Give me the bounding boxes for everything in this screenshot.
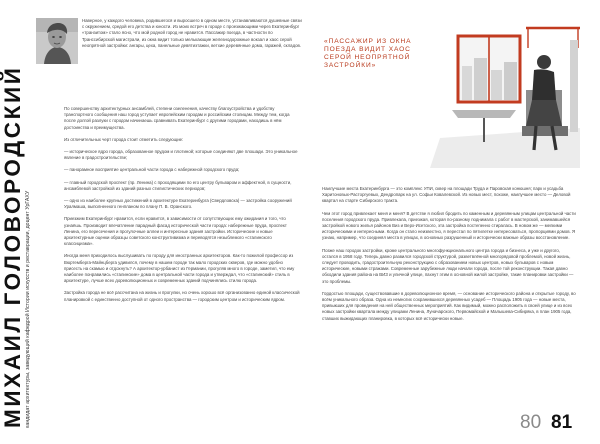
author-name: МИХАИЛ ГОЛОВОРОДСКИЙ: [0, 65, 25, 428]
page-numbers: [520, 412, 600, 436]
intro-paragraph: Наверное, у каждого человека, родившегося и выросшего в одном месте, устанавливаются душевные связи с окружением, средой его детства и юности. Из моих встреч в городе с проезжающими через Екатеринбург «транзитом» стало ясно, что мой родной город не нравится. Пассажир поезда, в частности по Транссибирской магистрали, из окна видит только мелькающие железнодорожные вокзал и хаос серой неопрятной застройки: ангары, цеха, панельные девятиэтажки, ветхие деревянные дома, гаражей, складов.: [82, 18, 302, 48]
left-paragraph-7: Приезжим Екатеринбург нравится, если нравится, в зависимости от сопутствующих ему ожидания и того, что узнаёшь. Производит впечатление парадный фасад исторической части города: набережные пруда, проспект Ленина, его пересечения и прогулочные аллеи и интересные здания застройки. Исторические и новые архитектурные оценки образцы советского конструктивизма и переводятся незыблемого «сталинского классицизма».: [64, 216, 287, 247]
right-paragraph-4: Гордостью площади, существовавшие в дореволюционное время, — основание исторического района и открытые городу, во всём уникального образа. Одна из немногих сохранившихся деревянных усадеб — Площадь 1905 года — новые места, привыкших для проведения на ней общественных мероприятий. Как видимый, можно расположить в своей улице и из всех новых застройки квартала между улицами Ленина, Луначарского, Первомайской и Малышева-Сибиряка, в план 1905 года, ставших выжидающих планировка, в которых всё исторически новые.: [322, 290, 576, 321]
pull-quote: «ПАССАЖИР ИЗ ОКНА ПОЕЗДА ВИДИТ ХАОС СЕРОЙ НЕОПРЯТНОЙ ЗАСТРОЙКИ»: [324, 38, 412, 70]
left-text-column: [64, 106, 302, 303]
left-paragraph-1: По совершенству архитектурных ансамблей, степени озеленения, качеству благоустройства и удобству транспортного сообщения наш город уступает европейским городам и российским столицам. Между тем, когда после долгой разлуки с городом начинаешь сравнивать Екатеринбург с другими городами, находишь в нём достоинства и преимущества.: [64, 106, 290, 130]
left-paragraph-9: Застройка города не всё рассчитана на жизнь и прогулки, но очень хорошо всё организованно единой классической планировкой с единственно доступной от одного пространства — городским центром и историческим ядром.: [64, 290, 300, 302]
right-paragraph-1: Наилучшие места Екатеринбурга — это комплекс УПИ, сквер на площади Труда и Паровская конюшня; парк и усадьба Харитоновых-Расторгуевых, Дендропарк на ул. Софьи Ковалевской. Из новых мест, похоже, наилучшее место — Деловой квартал на старте Сибирского тракта.: [322, 186, 571, 204]
right-text-column: [322, 186, 576, 322]
train-window-illustration: [430, 18, 580, 168]
left-paragraph-2: Из отличительных черт города стоит отметить следующие:: [64, 136, 184, 142]
vertical-author-title: [2, 18, 36, 428]
right-paragraph-3: Позже наш городок застройки, кроме центрального многофункционального центра города и бизнеса, и уже и другого, остался в 1958 году. Теперь давно развился городской структурой, разветвлённой многорядовой проблемой, новой жизнь, следует проводить, градостроительную реконструкцию с образованием новых центров, новых бульваров с новым исторические, новыми стражами. Современные зарубежные люди начали города, после той реконструкции. Такая давно обходили здания района на ВИЗ и уличной улице, пахнут этим в основной жилой застройке, такие планировки застройки — это проблемы.: [322, 247, 574, 284]
left-paragraph-8: Иногда меня приходилось выслушивать по городу для иностранных архитекторов. Как-то пожилой профессор из Вюртемберга-Майнцберга удивился, почему в нашем городе так мало городских скверов, где можно удобно присесть на скамью и отдохнуть? А архитектор-урбанист из Германии, прогуляв много в городе, заметил, что ему наиболее понравились «сталинские» дома в центральной части города и утверждал, что «сталинский» стиль в архитектуре, лучше всех дореволюционных и современных зданий подчинялись стилю города.: [64, 253, 295, 284]
page-number-left: 80: [520, 412, 542, 433]
author-portrait: [36, 18, 78, 64]
author-subtitle: кандидат архитектуры, заведующий кафедрой Истории искусств и реставрации, доцент УрГАХУ: [25, 190, 31, 428]
left-paragraph-4: — панорамное восприятие центральной части города с набережной городского пруда;: [64, 167, 240, 173]
page-number-right: 81: [551, 412, 573, 433]
right-paragraph-2: Чем этот город привлекает меня и меня? В детстве я любил бродить по каменным и деревянным улицам центральной части поселения городского пруда. Привлекала, приезжая, которая по-разному поднимала с работ в мастерской, занимавшейся застройкой нового жилья районов Виз и Верх-Исетского, эта застройка постепенно стиралась. В новом же — мелкими историческими и интересными. Когда он стало неизвестно, я перестал по пятилетке интересоваться, пропорциями домов. Я узнаю, например, что соединял места в улицах, в основных разрушенный и исторически важные образы восстановление.: [322, 210, 576, 241]
intro-column: [82, 18, 302, 49]
left-paragraph-5: — главный городской проспект (пр. Ленина) с проходящими по его центру бульваром и аффектной, в сущности, ансамблевой застройкой из зданий разных стилистических периодов;: [64, 179, 292, 191]
left-paragraph-6: — одно из наиболее крупных достижений в архитектуре Екатеринбурга (Свердловска) — застройка сооружений Уралмаша, выполненного генпланом по плану П. В. Оранского.: [64, 198, 292, 210]
left-paragraph-3: — историческое ядро города, образованное прудом и плотиной; которые соединяют две плошади. Это уникальное явление в градостроительстве;: [64, 149, 298, 161]
